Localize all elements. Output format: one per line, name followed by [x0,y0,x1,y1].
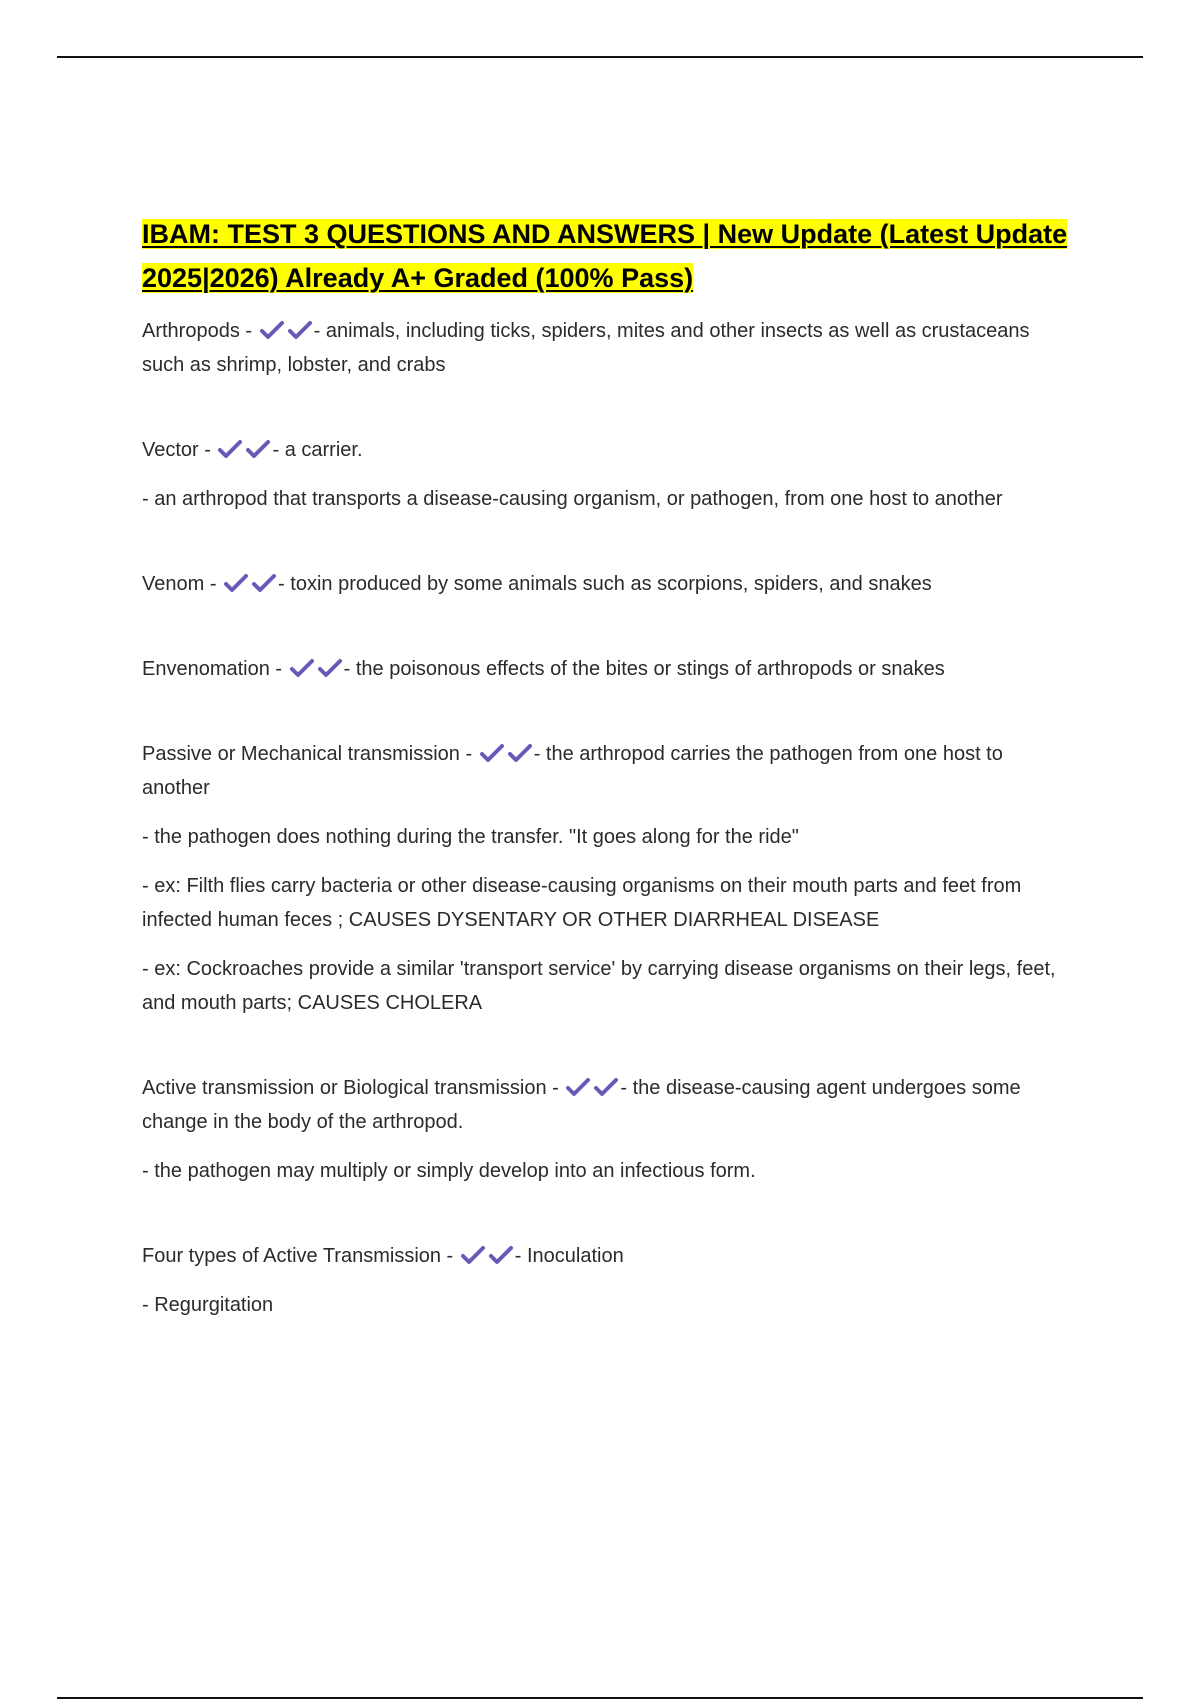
check-icon [480,743,504,763]
check-icon [288,320,312,340]
footer-rule [57,1697,1143,1699]
definition-text: - the arthropod carries the pathogen from one host to another [142,743,1003,799]
definition-text: - animals, including ticks, spiders, mites and other insects as well as crustaceans such as shrimp, lobster, and crabs [142,320,1030,376]
check-icon [246,439,270,459]
check-icon [508,743,532,763]
qa-entry [142,737,1072,805]
check-icon [461,1245,485,1265]
definition-continuation: - an arthropod that transports a disease-causing organism, or pathogen, from one host to another [142,488,1003,510]
definition-text: - the poisonous effects of the bites or stings of arthropods or snakes [343,658,945,680]
title-highlight: IBAM: TEST 3 QUESTIONS AND ANSWERS | New Update (Latest Update 2025|2026) Already A+ Graded (100% Pass) [142,219,1068,293]
definition-text: - Inoculation [514,1245,624,1267]
qa-entry [142,652,1072,686]
check-icon [260,320,284,340]
term-label: Four types of Active Transmission - [142,1245,459,1267]
definition-continuation: - the pathogen does nothing during the transfer. "It goes along for the ride" [142,826,799,848]
definition-continuation: - Regurgitation [142,1294,274,1316]
check-icon [594,1077,618,1097]
check-icon [224,573,248,593]
term-label: Arthropods - [142,320,258,342]
definition-text: - a carrier. [272,439,363,461]
check-icon [218,439,242,459]
qa-entry [142,567,1072,601]
definition-text: - the disease-causing agent undergoes some change in the body of the arthropod. [142,1077,1021,1133]
definition-continuation: - ex: Cockroaches provide a similar 'transport service' by carrying disease organisms on their legs, feet, and mouth parts; CAUSES CHOLERA [142,958,1056,1014]
term-label: Envenomation - [142,658,288,680]
check-icon [318,658,342,678]
document-body [142,212,1072,1337]
qa-entry [142,1071,1072,1139]
term-label: Venom - [142,573,223,595]
term-label: Active transmission or Biological transmission - [142,1077,565,1099]
document-title [142,212,1072,300]
definition-continuation: - the pathogen may multiply or simply develop into an infectious form. [142,1160,756,1182]
definition-text: - toxin produced by some animals such as scorpions, spiders, and snakes [278,573,932,595]
definition-continuation: - ex: Filth flies carry bacteria or other disease-causing organisms on their mouth parts and feet from infected human feces ; CAUSES DYSENTARY OR OTHER DIARRHEAL DISEASE [142,875,1022,931]
qa-entry [142,433,1072,467]
check-icon [566,1077,590,1097]
qa-entry [142,1239,1072,1273]
term-label: Passive or Mechanical transmission - [142,743,478,765]
check-icon [489,1245,513,1265]
check-icon [290,658,314,678]
term-label: Vector - [142,439,217,461]
qa-entry [142,314,1072,382]
qa-list [142,314,1072,1322]
check-icon [252,573,276,593]
header-rule [57,56,1143,58]
